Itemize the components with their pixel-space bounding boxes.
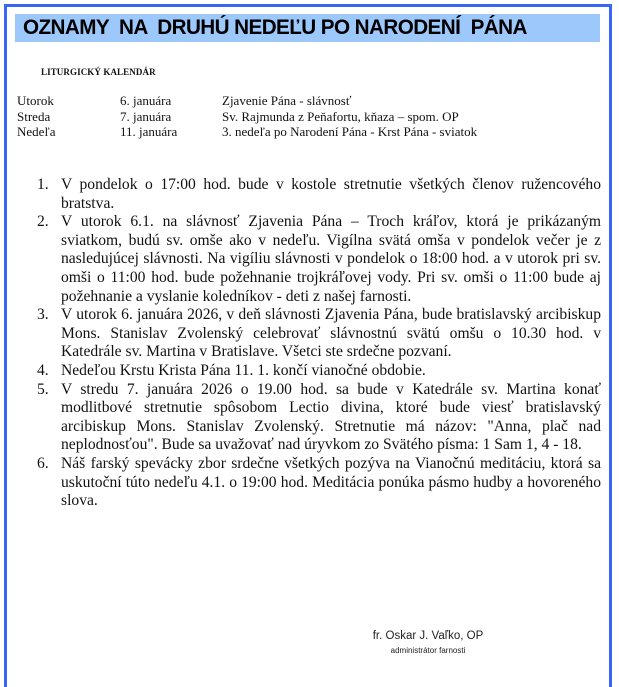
notice-item	[37, 455, 601, 511]
notice-item	[37, 176, 601, 213]
notice-text: V pondelok o 17:00 hod. bude v kostole stretnutie všetkých členov ružencového bratstva.	[61, 176, 601, 212]
calendar-event: Zjavenie Pána - slávnosť	[222, 93, 352, 108]
calendar-row	[17, 124, 577, 140]
liturgical-calendar	[17, 93, 577, 140]
notice-text: Nedeľou Krstu Krista Pána 11. 1. končí vianočné obdobie.	[61, 361, 426, 379]
calendar-event: Sv. Rajmunda z Peňafortu, kňaza – spom. OP	[222, 108, 459, 124]
calendar-day: Utorok	[17, 93, 54, 108]
calendar-event: 3. nedeľa po Narodení Pána - Krst Pána - sviatok	[222, 124, 478, 139]
notice-number: 2.	[37, 213, 49, 231]
notice-item	[37, 381, 601, 455]
notice-text: V utorok 6. januára 2026, v deň slávnosti Zjavenia Pána, bude bratislavský arcibiskup Mons. Stanislav Zvolenský celebrovať slávnostnú svätú omšu o 10.30 hod. v Katedrále sv. Martina v Bratislave. Všetci ste srdečne pozvaní.	[61, 306, 601, 361]
calendar-date: 6. januára	[120, 93, 172, 108]
page-title: OZNAMY NA DRUHÚ NEDEĽU PO NARODENÍ PÁNA	[23, 16, 527, 39]
notice-number: 1.	[37, 176, 49, 193]
signature-role: administrátor farnosti	[390, 646, 466, 655]
notice-item	[37, 213, 601, 306]
title-banner	[15, 14, 600, 42]
calendar-row	[17, 93, 577, 109]
calendar-heading: LITURGICKÝ KALENDÁR	[41, 67, 156, 77]
notice-item	[37, 306, 601, 362]
notice-text: V stredu 7. januára 2026 o 19.00 hod. sa bude v Katedrále sv. Martina konať modlitbové stretnutie spôsobom Lectio divina, ktoré bude viesť bratislavský arcibiskup Mons. Stanislav Zvolenský. Stretnutie má názov: "Anna, plač nad neplodnosťou". Bude sa uvažovať nad úryvkom zo Svätého písma: 1 Sam 1, 4 - 18.	[61, 380, 601, 454]
notice-text: Náš farský spevácky zbor srdečne všetkých pozýva na Vianočnú meditáciu, ktorá sa uskutoční túto nedeľu 4.1. o 19:00 hod. Meditácia ponúka pásmo hudby a hovoreného slova.	[61, 454, 601, 510]
notice-number: 5.	[37, 380, 49, 398]
calendar-date: 11. januára	[120, 124, 178, 139]
calendar-row	[17, 109, 577, 125]
signature-name: fr. Oskar J. Vaľko, OP	[372, 630, 484, 642]
calendar-day: Streda	[17, 108, 51, 124]
notice-number: 3.	[37, 306, 49, 324]
notice-item	[37, 362, 601, 381]
calendar-day: Nedeľa	[17, 124, 56, 139]
notices-list	[37, 176, 601, 511]
notice-text: V utorok 6.1. na slávnosť Zjavenia Pána – Troch kráľov, ktorá je prikázaným sviatkom, budú sv. omše ako v nedeľu. Vigílna svätá omša v pondelok večer je z nasledujúcej slávnosti. Na vigíliu slávnosti v pondelok o 18:00 hod. a v utorok pri sv. omši o 11:00 hod. bude požehnanie trojkráľovej vody. Pri sv. omši o 11:00 bude aj požehnanie a vyslanie koledníkov - deti z našej farnosti.	[61, 213, 601, 305]
calendar-date: 7. januára	[120, 108, 172, 124]
signature-block	[340, 629, 516, 656]
notice-number: 4.	[37, 361, 49, 379]
notice-number: 6.	[37, 454, 49, 472]
